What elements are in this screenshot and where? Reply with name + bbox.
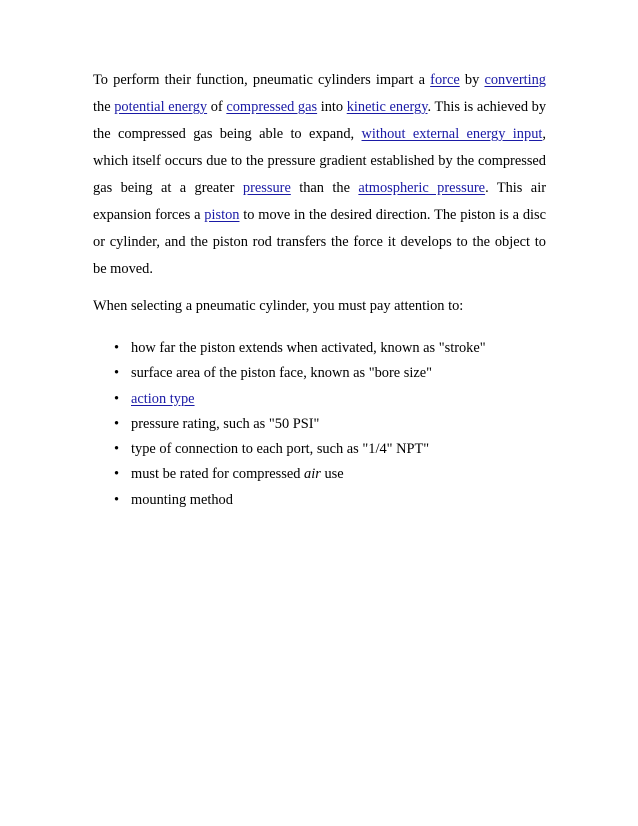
text-fragment: into [317, 99, 347, 115]
paragraph-selection-intro: When selecting a pneumatic cylinder, you must pay attention to: [93, 298, 464, 314]
text-fragment: by [459, 72, 485, 88]
list-item-text: how far the piston extends when activated, known as "stroke" [131, 340, 486, 356]
list-item-bore-size [93, 361, 546, 386]
list-item-emphasis: air [304, 466, 321, 483]
text-fragment: , which itself occurs due to the pressure gradient established by the compressed gas being at a greater [93, 126, 546, 196]
link-pressure[interactable]: pressure [242, 180, 291, 196]
list-item-text: use [320, 466, 344, 483]
text-fragment: . This is achieved by the compressed gas being able to expand, [93, 99, 547, 142]
text-fragment: To perform their function, pneumatic cylinders impart a [93, 72, 431, 88]
link-compressed-gas[interactable]: compressed gas [226, 99, 318, 115]
list-item-action-type [93, 387, 546, 412]
list-item-text: pressure rating, such as "50 PSI" [131, 415, 320, 432]
bullet-icon: • [114, 491, 120, 508]
list-item-text: type of connection to each port, such as "1/4" NPT" [131, 441, 430, 458]
list-item-text: must be rated for compressed [131, 466, 305, 483]
link-without-external-energy-input[interactable]: without external energy input [361, 126, 543, 142]
selection-criteria-list [93, 336, 546, 513]
bullet-icon: • [114, 340, 120, 356]
bullet-icon: • [114, 365, 120, 382]
bullet-icon: • [114, 466, 120, 483]
list-item-mounting-method [93, 488, 546, 513]
list-item-pressure-rating [93, 412, 546, 437]
list-item-compressed-air [93, 462, 546, 487]
bullet-icon: • [114, 390, 120, 407]
link-force[interactable]: force [430, 72, 460, 88]
text-fragment: of [207, 99, 227, 115]
text-fragment: . This air expansion forces a [93, 180, 546, 223]
link-piston[interactable]: piston [204, 207, 240, 223]
list-item-stroke [93, 336, 546, 361]
document-page [93, 67, 546, 513]
list-item-port-connection [93, 437, 546, 462]
list-item-text: surface area of the piston face, known as "bore size" [131, 365, 433, 382]
link-action-type[interactable]: action type [131, 390, 195, 407]
list-item-text: mounting method [131, 491, 233, 508]
link-kinetic-energy[interactable]: kinetic energy [346, 99, 428, 115]
text-fragment: to move in the desired direction. The piston is a disc or cylinder, and the piston rod transfers the force it develops to the object to be moved. [93, 207, 546, 277]
link-converting[interactable]: converting [484, 72, 546, 88]
bullet-icon: • [114, 415, 120, 432]
text-fragment: than the [290, 180, 359, 196]
paragraph-pneumatic-function [93, 67, 546, 283]
link-potential-energy[interactable]: potential energy [114, 99, 208, 115]
bullet-icon: • [114, 441, 120, 458]
text-fragment: the [93, 99, 115, 115]
link-atmospheric-pressure[interactable]: atmospheric pressure [358, 180, 486, 196]
